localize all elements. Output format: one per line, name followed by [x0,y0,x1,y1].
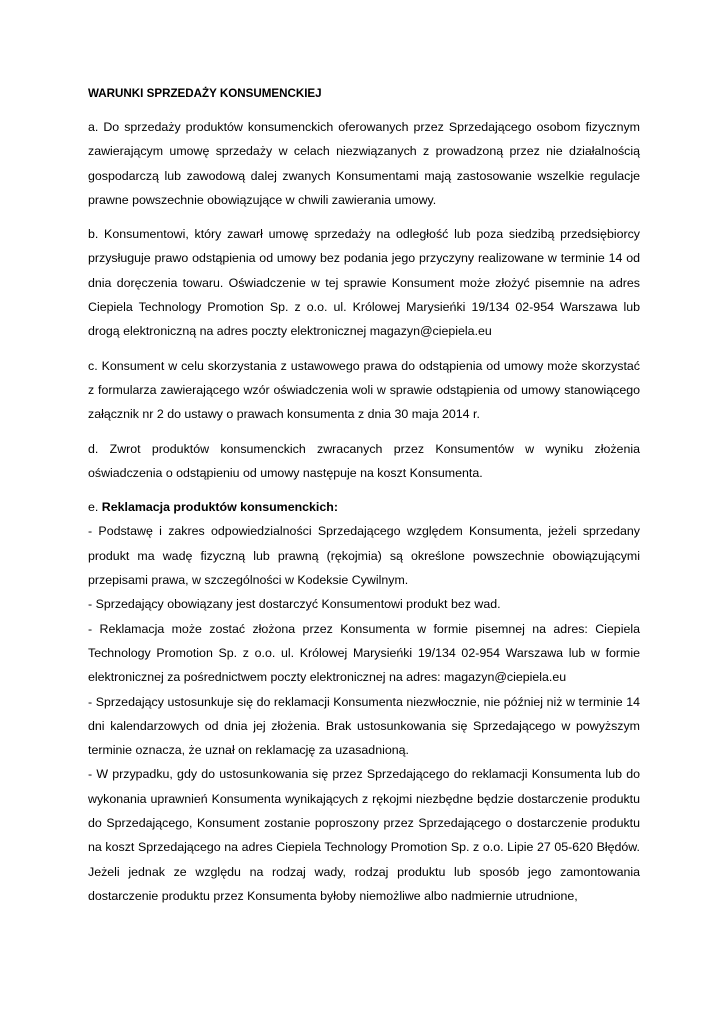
section-e-heading [88,495,640,519]
complaint-item-5: - W przypadku, gdy do ustosunkowania się przez Sprzedającego do reklamacji Konsumenta lub do wykonania uprawnień Konsumenta wynikających z rękojmi niezbędne będzie dostarczenie produktu do Sprzedającego, Konsument zostanie poproszony przez Sprzedającego o dostarczenie produktu na koszt Sprzedającego na adres Ciepiela Technology Promotion Sp. z o.o. Lipie 27 05-620 Błędów. Jeżeli jednak ze względu na rodzaj wady, rodzaj produktu lub sposób jego zamontowania dostarczenie produktu przez Konsumenta byłoby niemożliwe albo nadmiernie utrudnione, [88,767,640,903]
complaint-item-3: - Reklamacja może zostać złożona przez Konsumenta w formie pisemnej na adres: Ciepiela Technology Promotion Sp. z o.o. ul. Królowej Marysieńki 19/134 02-954 Warszawa lub w formie elektronicznej za pośrednictwem poczty elektronicznej na adres: magazyn@ciepiela.eu [88,621,640,685]
section-e-complaints [88,495,640,908]
paragraph-d: d. Zwrot produktów konsumenckich zwracanych przez Konsumentów w wyniku złożenia oświadczenia o odstąpieniu od umowy następuje na koszt Konsumenta. [88,441,640,480]
complaint-item-4: - Sprzedający ustosunkuje się do reklamacji Konsumenta niezwłocznie, nie później niż w terminie 14 dni kalendarzowych od dnia jej złożenia. Brak ustosunkowania się Sprzedającego w powyższym terminie oznacza, że uznał on reklamację za uzasadnioną. [88,694,640,758]
section-e-title: Reklamacja produktów konsumenckich: [101,500,338,515]
document-page [88,84,640,908]
document-title: WARUNKI SPRZEDAŻY KONSUMENCKIEJ [88,87,322,100]
section-e-prefix: e. [88,500,102,515]
paragraph-b: b. Konsumentowi, który zawarł umowę sprzedaży na odległość lub poza siedzibą przedsiębiorcy przysługuje prawo odstąpienia od umowy bez podania jego przyczyny realizowane w terminie 14 od dnia doręczenia towaru. Oświadczenie w tej sprawie Konsument może złożyć pisemnie na adres Ciepiela Technology Promotion Sp. z o.o. ul. Królowej Marysieńki 19/134 02-954 Warszawa lub drogą elektroniczną na adres poczty elektronicznej magazyn@ciepiela.eu [88,227,640,339]
paragraph-a: a. Do sprzedaży produktów konsumenckich oferowanych przez Sprzedającego osobom fizycznym zawierającym umowę sprzedaży w celach niezwiązanych z prowadzoną przez nie działalnością gospodarczą lub zawodową dalej zwanych Konsumentami mają zastosowanie wszelkie regulacje prawne powszechnie obowiązujące w chwili zawierania umowy. [88,120,640,207]
paragraph-c: c. Konsument w celu skorzystania z ustawowego prawa do odstąpienia od umowy może skorzystać z formularza zawierającego wzór oświadczenia woli w sprawie odstąpienia od umowy stanowiącego załącznik nr 2 do ustawy o prawach konsumenta z dnia 30 maja 2014 r. [88,358,640,422]
complaint-item-1: - Podstawę i zakres odpowiedzialności Sprzedającego względem Konsumenta, jeżeli sprzedany produkt ma wadę fizyczną lub prawną (rękojmia) są określone powszechnie obowiązującymi przepisami prawa, w szczególności w Kodeksie Cywilnym. [88,524,640,588]
complaint-item-2: - Sprzedający obowiązany jest dostarczyć Konsumentowi produkt bez wad. [88,597,501,612]
